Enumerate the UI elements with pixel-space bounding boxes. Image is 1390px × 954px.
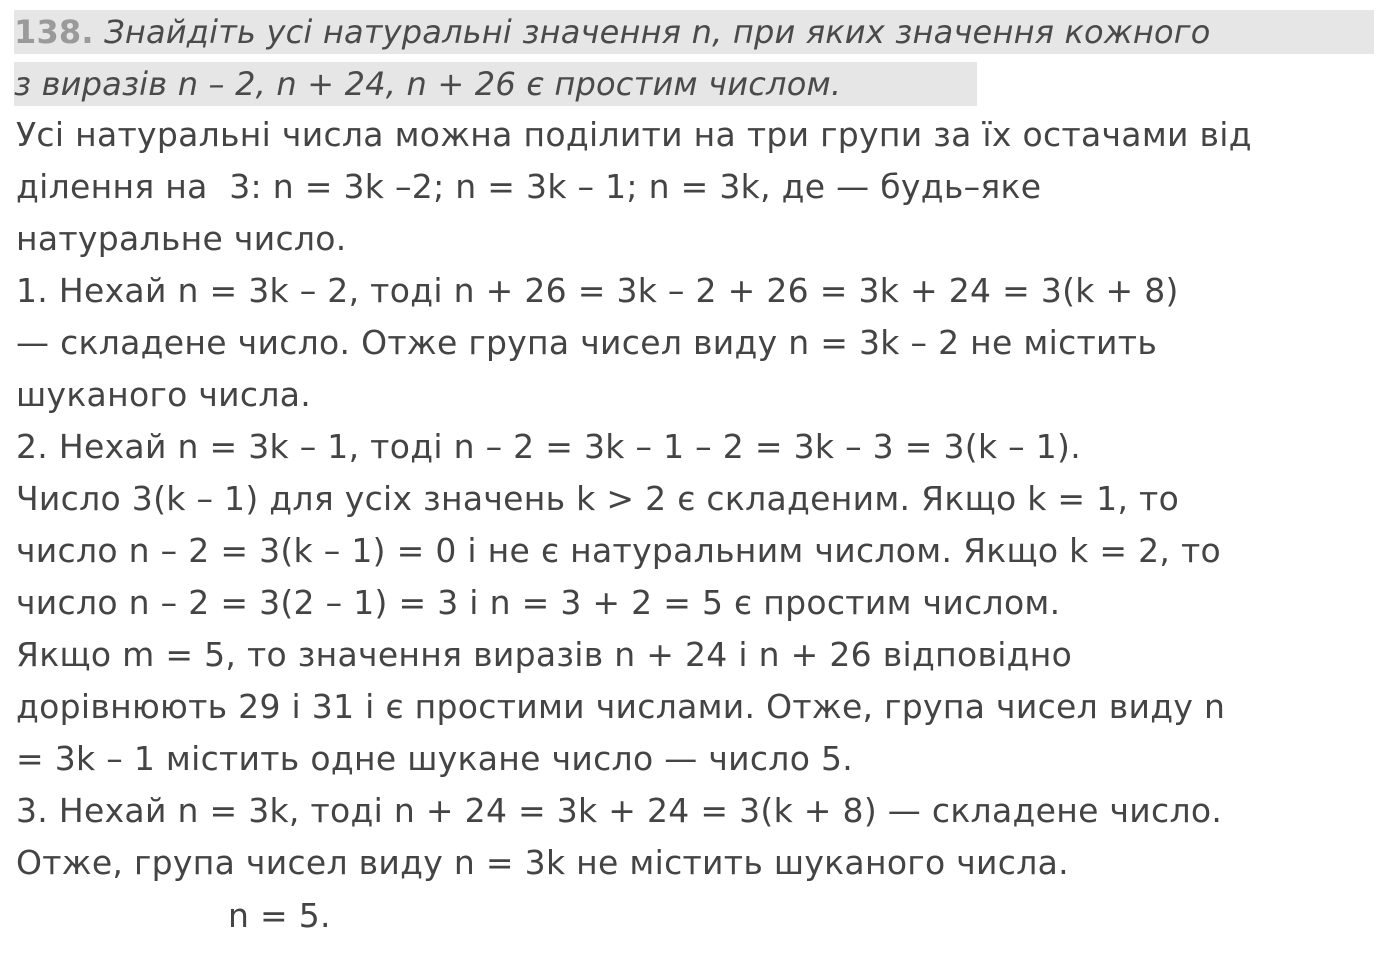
- solution-line: 3. Нехай n = 3k, тоді n + 24 = 3k + 24 = 3(k + 8) — складене число.: [16, 791, 1223, 830]
- task-statement-line-2: [14, 62, 977, 106]
- solution-line: число n – 2 = 3(k – 1) = 0 і не є натуральним числом. Якщо k = 2, то: [16, 531, 1222, 570]
- solution-line: число n – 2 = 3(2 – 1) = 3 і n = 3 + 2 = 5 є простим числом.: [16, 583, 1061, 622]
- solution-line: = 3k – 1 містить одне шукане число — число 5.: [16, 739, 854, 778]
- solution-line: Якщо m = 5, то значення виразів n + 24 і n + 26 відповідно: [16, 635, 1073, 674]
- task-text-line-1: Знайдіть усі натуральні значення n, при яких значення кожного: [93, 13, 1211, 51]
- solution-line: — складене число. Отже група чисел виду n = 3k – 2 не містить: [16, 323, 1158, 362]
- answer: n = 5.: [228, 896, 331, 935]
- task-text-line-2: з виразів n – 2, n + 24, n + 26 є простим числом.: [14, 65, 842, 103]
- solution-line: ділення на 3: n = 3k –2; n = 3k – 1; n = 3k, де — будь–яке: [16, 167, 1042, 206]
- solution-line: Усі натуральні числа можна поділити на три групи за їх остачами від: [16, 115, 1252, 154]
- solution-line: шуканого числа.: [16, 375, 312, 414]
- task-statement-line-1: [14, 10, 1374, 54]
- solution-line: 1. Нехай n = 3k – 2, тоді n + 26 = 3k – 2 + 26 = 3k + 24 = 3(k + 8): [16, 271, 1179, 310]
- task-number: 138.: [14, 13, 94, 51]
- solution-line: натуральне число.: [16, 219, 347, 258]
- solution-line: Отже, група чисел виду n = 3k не містить шуканого числа.: [16, 843, 1069, 882]
- solution-line: дорівнюють 29 і 31 і є простими числами. Отже, група чисел виду n: [16, 687, 1226, 726]
- solution-line: 2. Нехай n = 3k – 1, тоді n – 2 = 3k – 1 – 2 = 3k – 3 = 3(k – 1).: [16, 427, 1082, 466]
- solution-line: Число 3(k – 1) для усіх значень k > 2 є складеним. Якщо k = 1, то: [16, 479, 1180, 518]
